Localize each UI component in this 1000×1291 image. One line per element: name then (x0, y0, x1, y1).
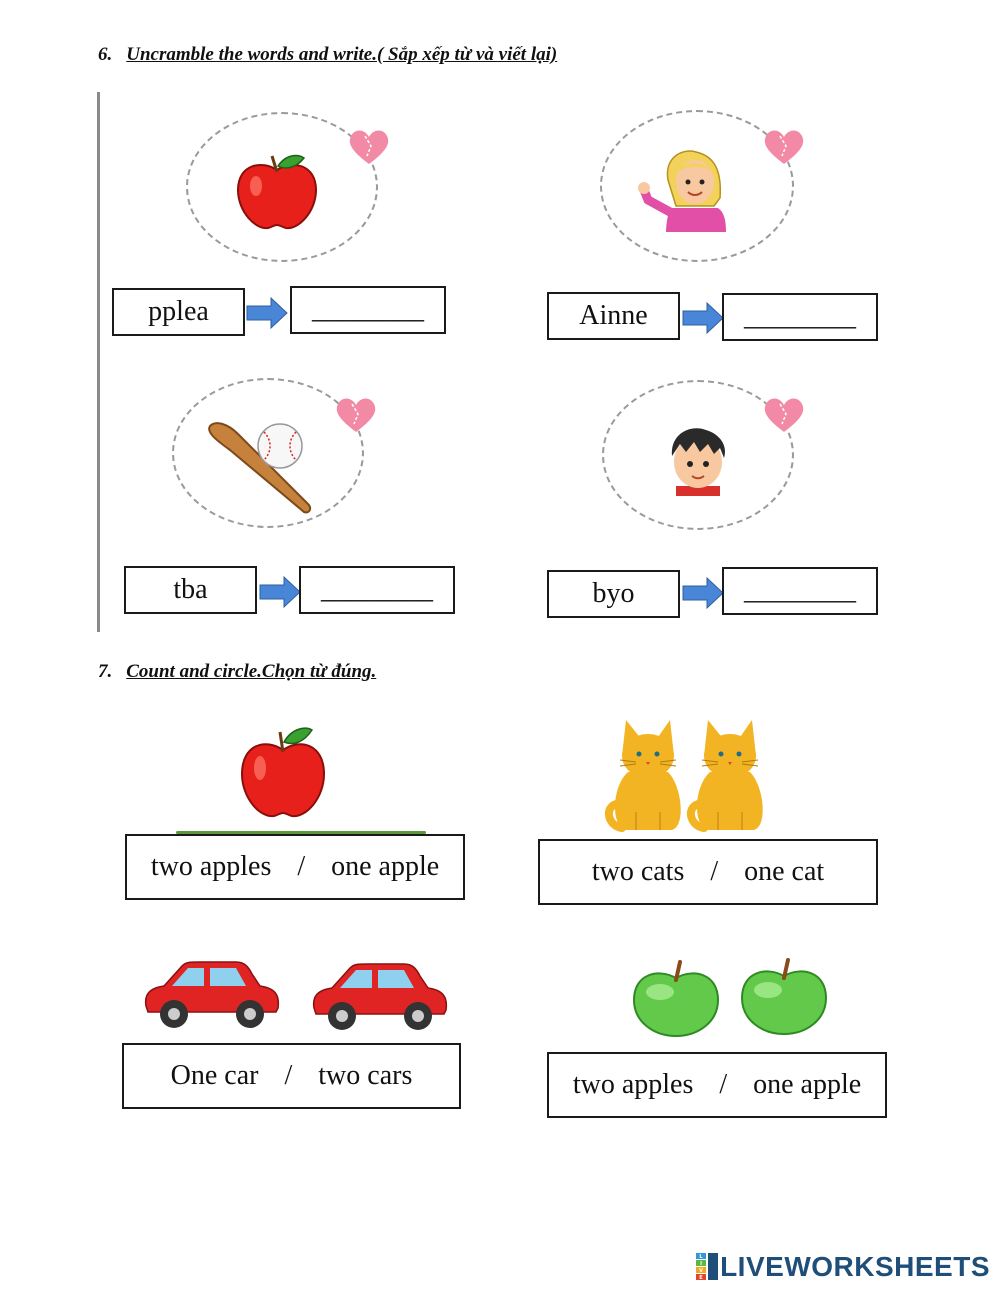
red-apple-icon (232, 152, 322, 232)
scrambled-word-box-2 (547, 292, 680, 340)
logo-text: LIVEWORKSHEETS (720, 1251, 990, 1282)
liveworksheets-mark-icon (696, 1253, 720, 1281)
liveworksheets-logo[interactable] (696, 1251, 990, 1283)
answer-input-3[interactable] (299, 566, 455, 614)
svg-text:V: V (699, 1268, 704, 1274)
option-two-cats[interactable]: two cats (591, 856, 685, 887)
arrow-right-icon (683, 303, 723, 333)
arrow-right-icon (247, 298, 287, 328)
option-separator: / (297, 851, 306, 882)
heart-icon (760, 394, 808, 434)
choice-box-1[interactable] (125, 834, 465, 900)
scrambled-word-3: tba (173, 574, 208, 605)
answer-input-2[interactable] (722, 293, 878, 341)
answer-blank-3: ________ (321, 574, 433, 605)
left-margin-line (97, 92, 100, 632)
answer-blank-4: ________ (744, 575, 856, 606)
option-two-cars[interactable]: two cars (318, 1060, 413, 1091)
section-6-heading (98, 44, 557, 66)
answer-input-1[interactable] (290, 286, 446, 334)
option-separator: / (719, 1069, 728, 1100)
answer-input-4[interactable] (722, 567, 878, 615)
two-cats-icon (606, 716, 768, 834)
choice-box-4[interactable] (547, 1052, 887, 1118)
red-apple-icon (238, 724, 328, 820)
girl-waving-icon (636, 150, 736, 232)
section-6-number: 6. (98, 44, 113, 65)
option-two-apples[interactable]: two apples (572, 1069, 694, 1100)
option-separator: / (284, 1060, 293, 1091)
heart-icon (332, 394, 380, 434)
section-6-title: Uncramble the words and write.( Sắp xếp từ và viết lại) (126, 44, 558, 65)
heart-icon (345, 126, 393, 166)
option-separator: / (710, 856, 719, 887)
two-cars-icon (140, 958, 450, 1034)
boy-face-icon (660, 426, 736, 496)
choice-box-2[interactable] (538, 839, 878, 905)
answer-blank-1: ________ (312, 294, 424, 325)
scrambled-word-2: Ainne (579, 300, 648, 331)
svg-text:E: E (699, 1275, 703, 1281)
heart-icon (760, 126, 808, 166)
section-7-title: Count and circle.Chọn từ đúng. (126, 661, 377, 682)
section-7-number: 7. (98, 661, 113, 682)
scrambled-word-box-4 (547, 570, 680, 618)
scrambled-word-box-3 (124, 566, 257, 614)
option-two-apples[interactable]: two apples (150, 851, 272, 882)
option-one-car[interactable]: One car (170, 1060, 259, 1091)
option-one-apple[interactable]: one apple (331, 851, 440, 882)
choice-box-3[interactable] (122, 1043, 461, 1109)
svg-text:I: I (700, 1261, 703, 1267)
scrambled-word-box-1 (112, 288, 245, 336)
scrambled-word-1: pplea (148, 296, 209, 327)
two-green-apples-icon (630, 956, 830, 1038)
arrow-right-icon (260, 577, 300, 607)
baseball-bat-icon (206, 420, 316, 516)
section-7-heading (98, 661, 376, 683)
option-one-apple[interactable]: one apple (753, 1069, 862, 1100)
scrambled-word-4: byo (592, 578, 635, 609)
answer-blank-2: ________ (744, 301, 856, 332)
svg-text:L: L (699, 1254, 703, 1260)
option-one-cat[interactable]: one cat (744, 856, 825, 887)
arrow-right-icon (683, 578, 723, 608)
